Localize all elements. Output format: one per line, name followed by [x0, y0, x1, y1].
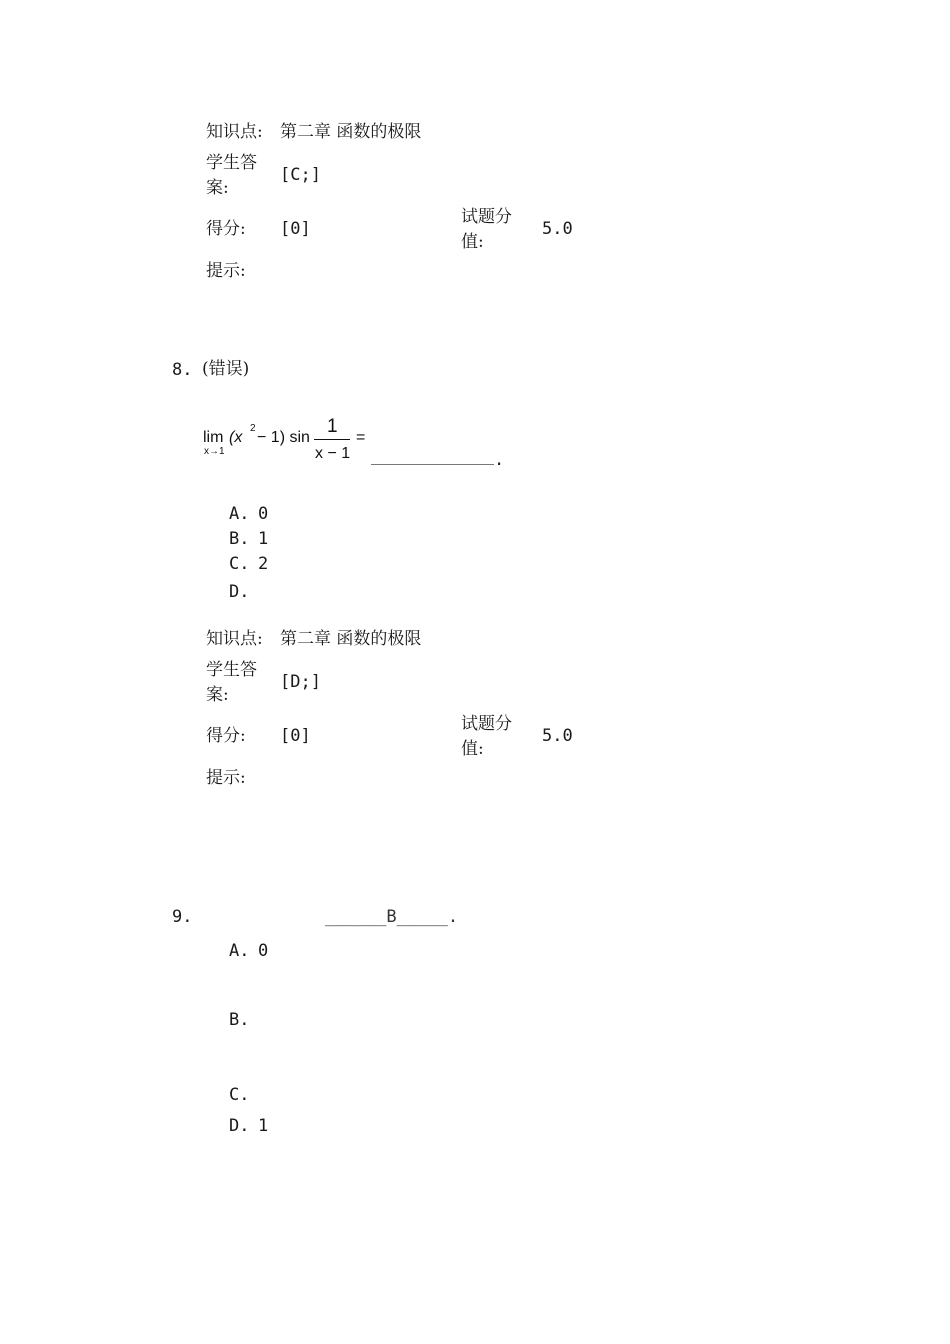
knowledge-label: 知识点: — [206, 122, 263, 142]
question-value: 5.0 — [542, 219, 573, 239]
option-label: A. — [229, 504, 250, 524]
option-label: D. — [229, 582, 250, 602]
question-number: 8. — [172, 360, 193, 380]
score-value: [0] — [280, 726, 311, 746]
question-status: (错误) — [202, 359, 250, 379]
score-value: [0] — [280, 219, 311, 239]
option-label: C. — [229, 1085, 250, 1105]
formula-equals: = — [356, 429, 366, 446]
score-label: 得分: — [206, 726, 246, 746]
score-label: 得分: — [206, 219, 246, 239]
hint-label: 提示: — [206, 768, 246, 788]
formula-fraction-numerator: 1 — [327, 416, 338, 437]
option-label: D. — [229, 1116, 250, 1136]
student-answer-label: 学生答案: — [206, 660, 257, 705]
question-value-label: 试题分值: — [461, 714, 512, 759]
blank-period: . — [494, 450, 505, 470]
formula-expr-close: − 1) sin — [257, 429, 310, 446]
answer-blank — [371, 464, 494, 465]
option-label: B. — [229, 1010, 250, 1030]
formula-lim: lim — [203, 429, 224, 446]
option-text: 0 — [258, 504, 269, 524]
student-answer-value: [C;] — [280, 165, 321, 185]
question-value-label: 试题分值: — [461, 207, 512, 252]
option-text: 0 — [258, 941, 269, 961]
option-label: C. — [229, 554, 250, 574]
knowledge-value: 第二章 函数的极限 — [280, 629, 422, 649]
hint-label: 提示: — [206, 261, 246, 281]
question-value: 5.0 — [542, 726, 573, 746]
formula-fraction-denominator: x − 1 — [315, 445, 351, 462]
formula-fraction-bar — [314, 439, 350, 440]
knowledge-label: 知识点: — [206, 629, 263, 649]
student-answer-value: [D;] — [280, 672, 321, 692]
student-answer-label: 学生答案: — [206, 153, 257, 198]
formula-lim-subscript: x→1 — [204, 446, 225, 457]
option-text: 1 — [258, 1116, 269, 1136]
question-number: 9. — [172, 907, 193, 927]
option-label: B. — [229, 529, 250, 549]
option-label: A. — [229, 941, 250, 961]
formula-exponent: 2 — [250, 423, 256, 434]
answer-blank: ______B_____. — [325, 907, 459, 927]
option-text: 1 — [258, 529, 269, 549]
formula-expr-open: (x — [229, 429, 243, 446]
option-text: 2 — [258, 554, 269, 574]
knowledge-value: 第二章 函数的极限 — [280, 122, 422, 142]
